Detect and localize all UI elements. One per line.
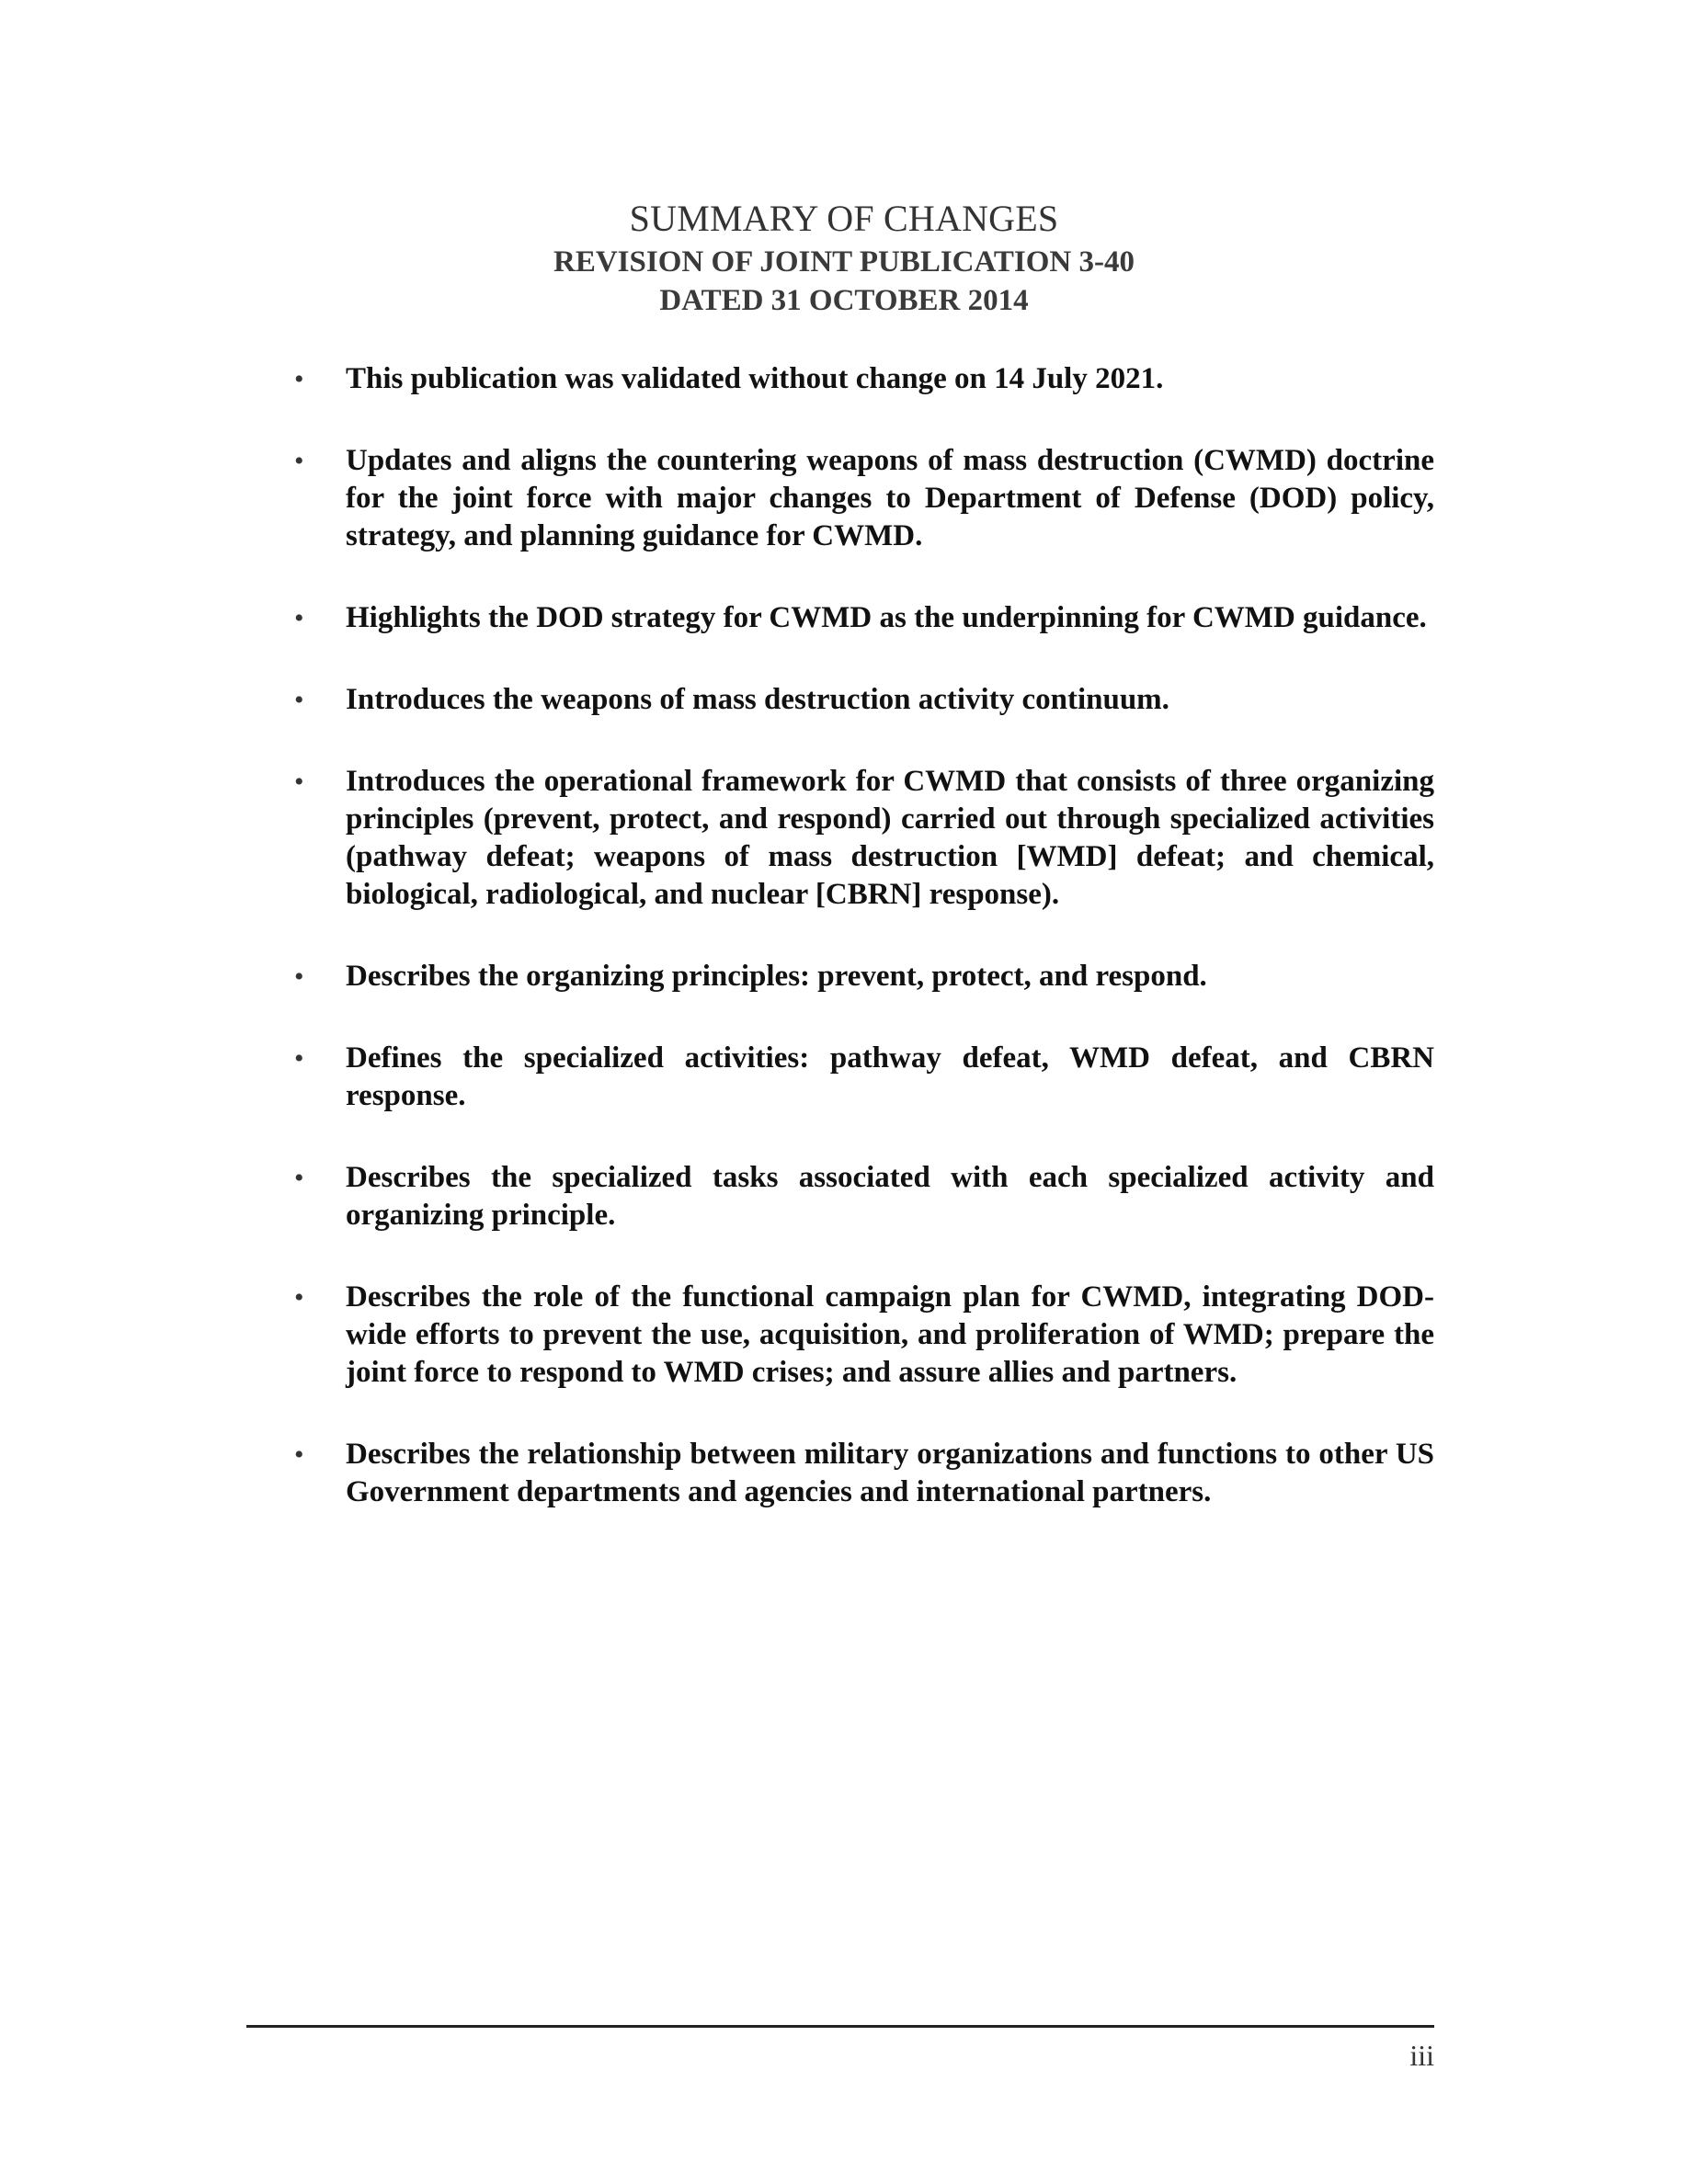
bullet-icon: • — [294, 1439, 304, 1470]
bullet-icon: • — [294, 364, 304, 394]
list-item-text: Describes the role of the functional campaign plan for CWMD, integrating DOD-wide efforts to prevent the use, acquisition, and proliferation of WMD; prepare the joint force to respond to WMD crises; and assure allies and partners. — [346, 1280, 1434, 1389]
list-item-text: Defines the specialized activities: pathway defeat, WMD defeat, and CBRN response. — [346, 1041, 1434, 1112]
page-number: iii — [1409, 2039, 1434, 2072]
bullet-icon: • — [294, 685, 304, 715]
bullet-icon: • — [294, 1282, 304, 1313]
list-item — [294, 442, 1434, 555]
list-item-text: Updates and aligns the countering weapons of mass destruction (CWMD) doctrine for the joint force with major changes to Department of Defense (DOD) policy, strategy, and planning guidance for CWMD. — [346, 444, 1434, 552]
bullet-icon: • — [294, 961, 304, 992]
title-block — [0, 195, 1688, 320]
list-item — [294, 1436, 1434, 1511]
bullet-icon: • — [294, 1163, 304, 1193]
list-item — [294, 763, 1434, 914]
list-item — [294, 1159, 1434, 1234]
footer-divider — [246, 2025, 1434, 2028]
date-subtitle: DATED 31 OCTOBER 2014 — [659, 284, 1029, 317]
list-item-text: Describes the specialized tasks associated with each specialized activity and organizing principle. — [346, 1161, 1434, 1232]
bullet-icon: • — [294, 767, 304, 797]
list-item-text: Introduces the operational framework for CWMD that consists of three organizing principles (prevent, protect, and respond) carried out through specialized activities (pathway defeat; weapons of mass destruction [WMD] defeat; and chemical, biological, radiological, and nuclear [CBRN] response). — [346, 765, 1434, 911]
revision-subtitle: REVISION OF JOINT PUBLICATION 3-40 — [553, 245, 1135, 279]
list-item — [294, 360, 1434, 398]
list-item-text: Describes the organizing principles: prevent, protect, and respond. — [346, 960, 1207, 993]
changes-list — [294, 360, 1434, 1555]
list-item-text: Highlights the DOD strategy for CWMD as the underpinning for CWMD guidance. — [346, 601, 1427, 634]
bullet-icon: • — [294, 1043, 304, 1074]
list-item-text: Describes the relationship between military organizations and functions to other US Government departments and agencies and international partners. — [346, 1438, 1434, 1508]
bullet-icon: • — [294, 603, 304, 633]
bullet-icon: • — [294, 446, 304, 476]
list-item — [294, 1279, 1434, 1392]
list-item — [294, 599, 1434, 637]
list-item — [294, 958, 1434, 995]
list-item — [294, 1040, 1434, 1115]
list-item-text: This publication was validated without change on 14 July 2021. — [346, 362, 1164, 395]
page-title: SUMMARY OF CHANGES — [629, 198, 1059, 239]
list-item — [294, 681, 1434, 719]
list-item-text: Introduces the weapons of mass destruction activity continuum. — [346, 683, 1169, 716]
